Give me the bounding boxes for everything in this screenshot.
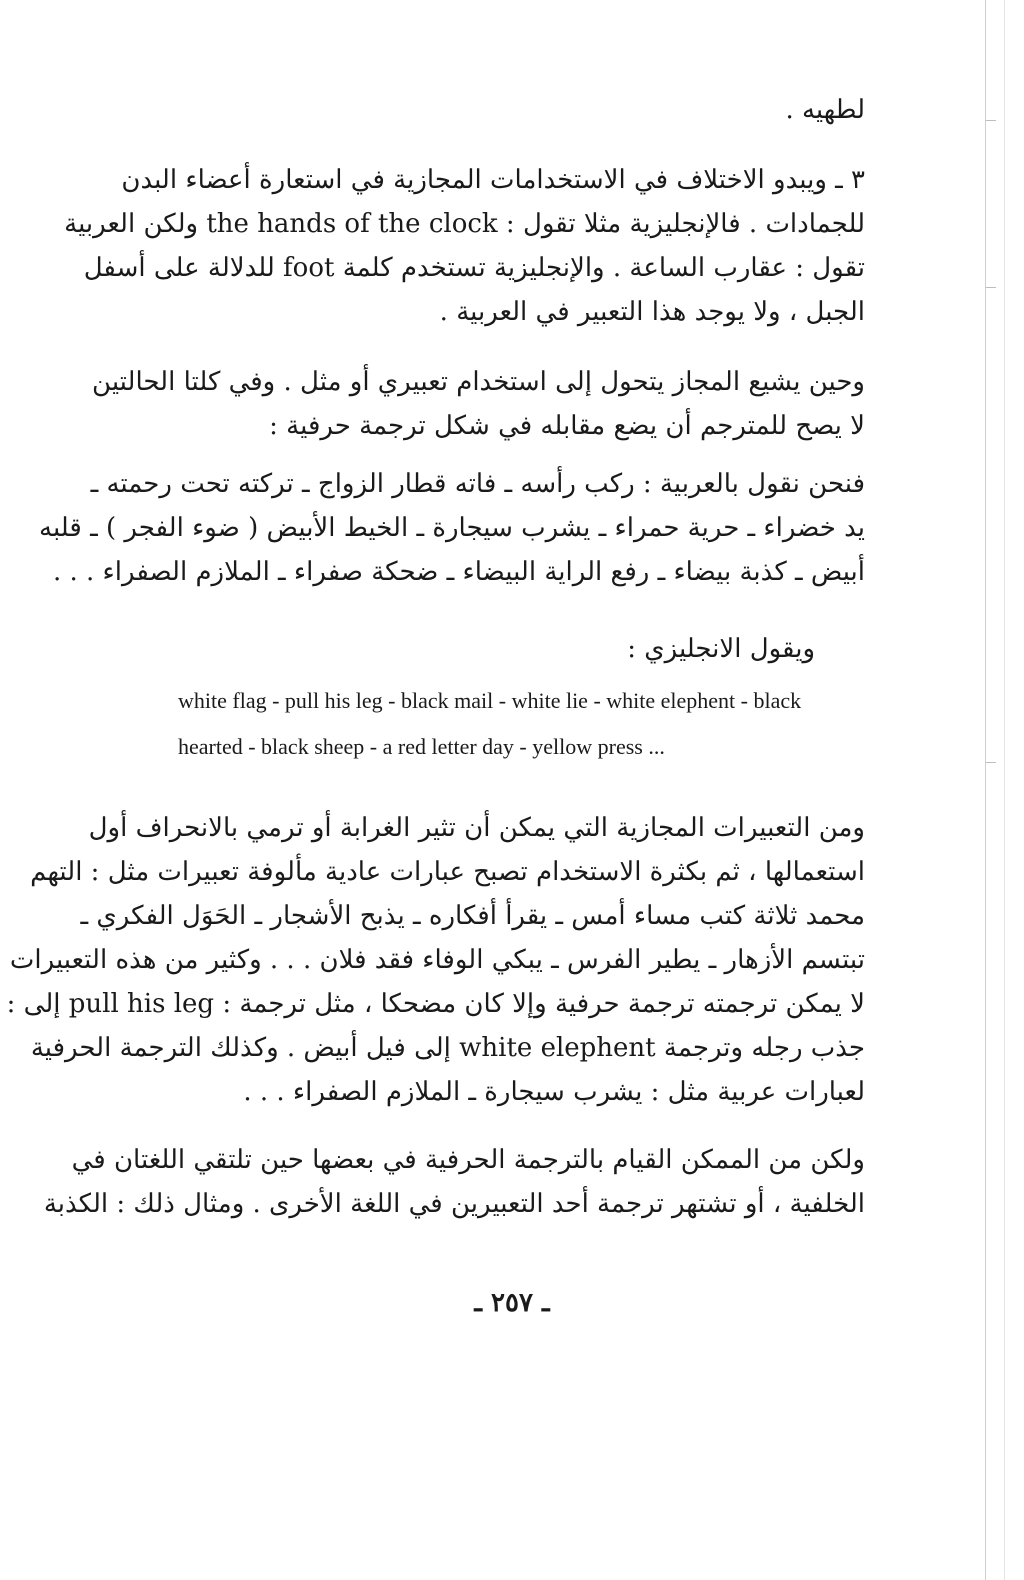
scan-edge-line <box>985 0 986 1580</box>
text-line: محمد ثلاثة كتب مساء أمس ـ يقرأ أفكاره ـ يذبح الأشجار ـ الحَوَل الفكري ـ <box>80 901 865 931</box>
paragraph-4 <box>160 627 865 671</box>
text-line: الخلفية ، أو تشتهر ترجمة أحد التعبيرين في اللغة الأخرى . ومثال ذلك : الكذبة <box>43 1189 865 1219</box>
text-line: لا يمكن ترجمته ترجمة حرفية وإلا كان مضحكا ، مثل ترجمة : pull his leg إلى : <box>6 989 865 1019</box>
text-line: ٣ ـ ويبدو الاختلاف في الاستخدامات المجازية في استعارة أعضاء البدن <box>121 165 865 195</box>
top-fragment-text <box>160 88 865 132</box>
margin-tick <box>986 762 996 763</box>
paragraph-3 <box>39 462 865 594</box>
scan-edge-line <box>1004 0 1005 1580</box>
text-line: لا يصح للمترجم أن يضع مقابله في شكل ترجمة حرفية : <box>269 411 865 441</box>
text-line: white flag - pull his leg - black mail - white lie - white elephent - black <box>178 688 802 713</box>
paragraph-1 <box>64 158 865 334</box>
text-line: تقول : عقارب الساعة . والإنجليزية تستخدم كلمة foot للدلالة على أسفل <box>83 253 865 283</box>
text-line: تبتسم الأزهار ـ يطير الفرس ـ يبكي الوفاء فقد فلان . . . وكثير من هذه التعبيرات <box>9 945 865 975</box>
paragraph-5 <box>6 806 865 1114</box>
margin-tick <box>986 287 996 288</box>
margin-tick <box>986 120 996 121</box>
text-line: ومن التعبيرات المجازية التي يمكن أن تثير الغرابة أو ترمي بالانحراف أول <box>88 813 865 843</box>
english-expressions <box>178 678 878 770</box>
text-line: hearted - black sheep - a red letter day - yellow press ... <box>178 734 665 759</box>
text-line: ويقول الانجليزي : <box>627 634 815 664</box>
text-line: الجبل ، ولا يوجد هذا التعبير في العربية . <box>439 297 865 327</box>
text-line: ولكن من الممكن القيام بالترجمة الحرفية في بعضها حين تلتقي اللغتان في <box>71 1145 865 1175</box>
page-number: ـ ٢٥٧ ـ <box>474 1288 550 1318</box>
text-line: وحين يشيع المجاز يتحول إلى استخدام تعبيري أو مثل . وفي كلتا الحالتين <box>92 367 865 397</box>
text-line: يد خضراء ـ حرية حمراء ـ يشرب سيجارة ـ الخيط الأبيض ( ضوء الفجر ) ـ قلبه <box>39 513 865 543</box>
text-line: فنحن نقول بالعربية : ركب رأسه ـ فاته قطار الزواج ـ تركته تحت رحمته ـ <box>90 469 865 499</box>
text-line: أبيض ـ كذبة بيضاء ـ رفع الراية البيضاء ـ ضحكة صفراء ـ الملازم الصفراء . . . <box>52 557 865 587</box>
text-line: لطهيه . <box>785 95 865 125</box>
paragraph-6 <box>43 1138 865 1226</box>
text-line: استعمالها ، ثم بكثرة الاستخدام تصبح عبارات عادية مألوفة تعبيرات مثل : التهم <box>30 857 865 887</box>
text-line: للجمادات . فالإنجليزية مثلا تقول : the hands of the clock ولكن العربية <box>64 209 865 239</box>
text-line: لعبارات عربية مثل : يشرب سيجارة ـ الملازم الصفراء . . . <box>243 1077 865 1107</box>
paragraph-2 <box>92 360 865 448</box>
text-line: جذب رجله وترجمة white elephent إلى فيل أبيض . وكذلك الترجمة الحرفية <box>30 1033 865 1063</box>
